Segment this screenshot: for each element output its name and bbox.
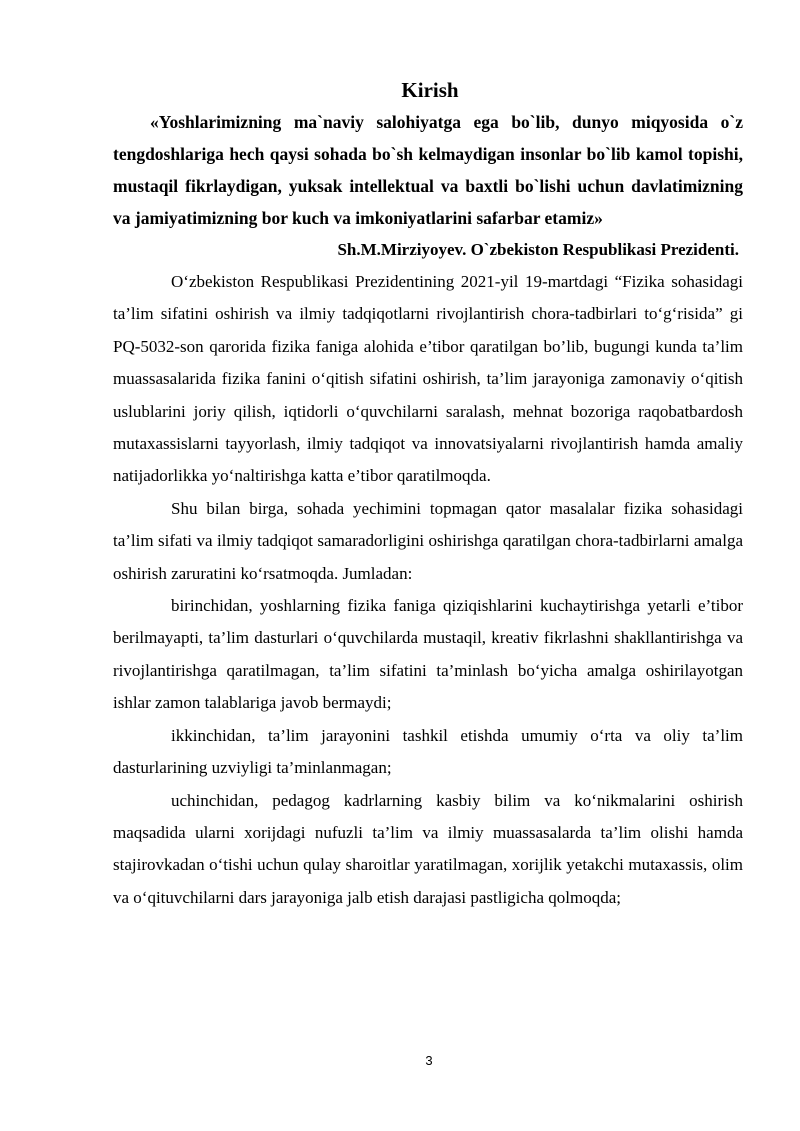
page-title: Kirish [401, 78, 459, 102]
epigraph-quote: «Yoshlarimizning ma`naviy salohiyatga ega bo`lib, dunyo miqyosida o`z tengdoshlariga hech qaysi sohada bo`sh kelmaydigan insonlar bo`lib kamol topishi, mustaqil fikrlaydigan, yuksak intellektual va baxtli bo`lishi uchun davlatimizning va jamiyatimizning bor kuch va imkoniyatlarini safarbar etamiz» [113, 112, 743, 228]
paragraph: O‘zbekiston Respublikasi Prezidentining 2021-yil 19-martdagi “Fizika sohasidagi ta’lim sifatini oshirish va ilmiy tadqiqotlarni rivojlantirish chora-tadbirlari to‘g‘risida” gi PQ-5032-son qarorida fizika faniga alohida e’tibor qaratilgan bo’lib, bugungi kunda ta’lim muassasalarida fizika fanini o‘qitish sifatini oshirish, ta’lim jarayoniga zamonaviy o‘qitish uslublarini joriy qilish, iqtidorli o‘quvchilarni saralash, mehnat bozoriga raqobatbardosh mutaxassislarni tayyorlash, ilmiy tadqiqot va innovatsiyalarni rivojlantirish hamda amaliy natijadorlikka yo‘naltirishga katta e’tibor qaratilmoqda. [113, 272, 743, 486]
epigraph-signature: Sh.M.Mirziyoyev. O`zbekiston Respublikasi Prezidenti. [337, 240, 739, 259]
paragraph: ikkinchidan, ta’lim jarayonini tashkil etishda umumiy o‘rta va oliy ta’lim dasturlarining uzviyligi ta’minlanmagan; [113, 725, 743, 778]
paragraph: uchinchidan, pedagog kadrlarning kasbiy bilim va ko‘nikmalarini oshirish maqsadida ularni xorijdagi nufuzli ta’lim va ilmiy muassasalarda ta’lim olishi hamda stajirovkadan o‘tishi uchun qulay sharoitlar yaratilmagan, xorijlik yetakchi mutaxassis, olim va o‘qituvchilarni dars jarayoniga jalb etish darajasi pastligicha qolmoqda; [113, 790, 743, 907]
page-number: 3 [425, 1053, 433, 1068]
paragraph: birinchidan, yoshlarning fizika faniga qiziqishlarini kuchaytirishga yetarli e’tibor berilmayapti, ta’lim dasturlari o‘quvchilarda mustaqil, kreativ fikrlashni shakllantirishga va rivojlantirishga qaratilmagan, ta’lim sifatini ta’minlash bo‘yicha amalga oshirilayotgan ishlar zamon talablariga javob bermaydi; [113, 596, 743, 713]
document-page [113, 74, 743, 914]
paragraph: Shu bilan birga, sohada yechimini topmagan qator masalalar fizika sohasidagi ta’lim sifati va ilmiy tadqiqot samaradorligini oshirishga qaratilgan chora-tadbirlarni amalga oshirish zaruratini ko‘rsatmoqda. Jumladan: [113, 498, 743, 583]
